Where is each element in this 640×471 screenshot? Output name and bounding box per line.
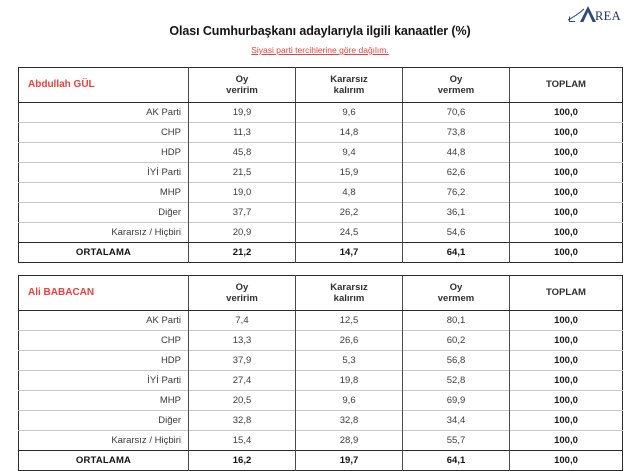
cell-undecided: 9,6 <box>296 391 403 411</box>
cell-no: 62,6 <box>403 163 510 183</box>
cell-no: 34,4 <box>403 411 510 431</box>
average-label: ORTALAMA <box>19 451 189 471</box>
row-label: HDP <box>19 143 189 163</box>
cell-no: 54,6 <box>403 223 510 243</box>
cell-no: 55,7 <box>403 431 510 451</box>
column-header-undecided-line2: kalırım <box>333 85 365 96</box>
column-header-yes <box>189 68 296 103</box>
cell-total: 100,0 <box>510 351 623 371</box>
candidate-name: Abdullah GÜL <box>19 68 189 103</box>
cell-undecided: 14,8 <box>296 123 403 143</box>
cell-total: 100,0 <box>510 163 623 183</box>
average-total: 100,0 <box>510 243 623 263</box>
row-label: HDP <box>19 351 189 371</box>
table-row <box>19 163 623 183</box>
cell-yes: 27,4 <box>189 371 296 391</box>
cell-total: 100,0 <box>510 411 623 431</box>
cell-yes: 13,3 <box>189 331 296 351</box>
cell-total: 100,0 <box>510 311 623 331</box>
cell-yes: 7,4 <box>189 311 296 331</box>
row-label: MHP <box>19 391 189 411</box>
header-row <box>19 276 623 311</box>
column-header-total: TOPLAM <box>510 276 623 311</box>
table-body <box>19 311 623 471</box>
table-row <box>19 311 623 331</box>
column-header-yes-line2: veririm <box>226 85 258 96</box>
row-label: Diğer <box>19 203 189 223</box>
tables-container <box>0 67 640 471</box>
cell-no: 70,6 <box>403 103 510 123</box>
cell-undecided: 26,2 <box>296 203 403 223</box>
candidate-name: Ali BABACAN <box>19 276 189 311</box>
row-label: AK Parti <box>19 103 189 123</box>
cell-total: 100,0 <box>510 183 623 203</box>
cell-total: 100,0 <box>510 391 623 411</box>
column-header-yes-line1: Oy <box>235 281 249 293</box>
cell-undecided: 26,6 <box>296 331 403 351</box>
cell-total: 100,0 <box>510 331 623 351</box>
table-row <box>19 391 623 411</box>
cell-undecided: 15,9 <box>296 163 403 183</box>
cell-undecided: 4,8 <box>296 183 403 203</box>
column-header-no-line1: Oy <box>449 73 463 85</box>
cell-yes: 20,5 <box>189 391 296 411</box>
column-header-no-line2: vermem <box>437 85 475 96</box>
cell-no: 76,2 <box>403 183 510 203</box>
cell-undecided: 19,8 <box>296 371 403 391</box>
cell-undecided: 5,3 <box>296 351 403 371</box>
row-label: CHP <box>19 123 189 143</box>
area-logo <box>566 3 630 25</box>
cell-total: 100,0 <box>510 123 623 143</box>
row-label: Diğer <box>19 411 189 431</box>
cell-yes: 21,5 <box>189 163 296 183</box>
page-subtitle: Siyasi parti tercihlerine göre dağılım. <box>251 45 389 55</box>
average-yes: 21,2 <box>189 243 296 263</box>
cell-no: 36,1 <box>403 203 510 223</box>
row-label: İYİ Parti <box>19 163 189 183</box>
cell-no: 52,8 <box>403 371 510 391</box>
svg-text:REA: REA <box>595 9 621 23</box>
average-no: 64,1 <box>403 243 510 263</box>
column-header-undecided-line2: kalırım <box>333 293 365 304</box>
table-row <box>19 411 623 431</box>
table-row <box>19 223 623 243</box>
cell-undecided: 9,4 <box>296 143 403 163</box>
column-header-undecided <box>296 276 403 311</box>
table-row <box>19 143 623 163</box>
average-yes: 16,2 <box>189 451 296 471</box>
cell-yes: 37,9 <box>189 351 296 371</box>
column-header-no-line1: Oy <box>449 281 463 293</box>
cell-no: 80,1 <box>403 311 510 331</box>
cell-total: 100,0 <box>510 431 623 451</box>
row-label: MHP <box>19 183 189 203</box>
table-row <box>19 103 623 123</box>
row-label: AK Parti <box>19 311 189 331</box>
title-block <box>0 0 640 56</box>
cell-total: 100,0 <box>510 203 623 223</box>
cell-undecided: 28,9 <box>296 431 403 451</box>
cell-total: 100,0 <box>510 371 623 391</box>
cell-total: 100,0 <box>510 143 623 163</box>
table-row <box>19 371 623 391</box>
cell-no: 56,8 <box>403 351 510 371</box>
cell-yes: 37,7 <box>189 203 296 223</box>
cell-undecided: 32,8 <box>296 411 403 431</box>
page-title: Olası Cumhurbaşkanı adaylarıyla ilgili kanaatler (%) <box>169 24 471 38</box>
column-header-no-line2: vermem <box>437 293 475 304</box>
row-label: Kararsız / Hiçbiri <box>19 431 189 451</box>
table-row <box>19 123 623 143</box>
average-row <box>19 243 623 263</box>
row-label: CHP <box>19 331 189 351</box>
cell-yes: 20,9 <box>189 223 296 243</box>
cell-no: 69,9 <box>403 391 510 411</box>
cell-undecided: 9,6 <box>296 103 403 123</box>
average-undecided: 14,7 <box>296 243 403 263</box>
average-total: 100,0 <box>510 451 623 471</box>
table-body <box>19 103 623 263</box>
table-row <box>19 331 623 351</box>
table-row <box>19 183 623 203</box>
row-label: Kararsız / Hiçbiri <box>19 223 189 243</box>
cell-yes: 19,0 <box>189 183 296 203</box>
cell-undecided: 24,5 <box>296 223 403 243</box>
column-header-no <box>403 276 510 311</box>
column-header-yes-line2: veririm <box>226 293 258 304</box>
table-header <box>19 276 623 311</box>
column-header-undecided-line1: Kararsız <box>330 73 368 85</box>
table-row <box>19 351 623 371</box>
cell-yes: 11,3 <box>189 123 296 143</box>
average-no: 64,1 <box>403 451 510 471</box>
cell-total: 100,0 <box>510 223 623 243</box>
header-row <box>19 68 623 103</box>
average-label: ORTALAMA <box>19 243 189 263</box>
cell-yes: 19,9 <box>189 103 296 123</box>
cell-no: 60,2 <box>403 331 510 351</box>
poll-table-ali-babacan <box>18 275 623 471</box>
cell-undecided: 12,5 <box>296 311 403 331</box>
column-header-undecided <box>296 68 403 103</box>
column-header-undecided-line1: Kararsız <box>330 281 368 293</box>
column-header-yes-line1: Oy <box>235 73 249 85</box>
cell-total: 100,0 <box>510 103 623 123</box>
cell-yes: 45,8 <box>189 143 296 163</box>
average-undecided: 19,7 <box>296 451 403 471</box>
column-header-total: TOPLAM <box>510 68 623 103</box>
table-header <box>19 68 623 103</box>
column-header-yes <box>189 276 296 311</box>
cell-no: 73,8 <box>403 123 510 143</box>
cell-yes: 15,4 <box>189 431 296 451</box>
poll-table-abdullah-gul <box>18 67 623 263</box>
cell-yes: 32,8 <box>189 411 296 431</box>
table-row <box>19 431 623 451</box>
cell-no: 44,8 <box>403 143 510 163</box>
table-row <box>19 203 623 223</box>
column-header-no <box>403 68 510 103</box>
row-label: İYİ Parti <box>19 371 189 391</box>
